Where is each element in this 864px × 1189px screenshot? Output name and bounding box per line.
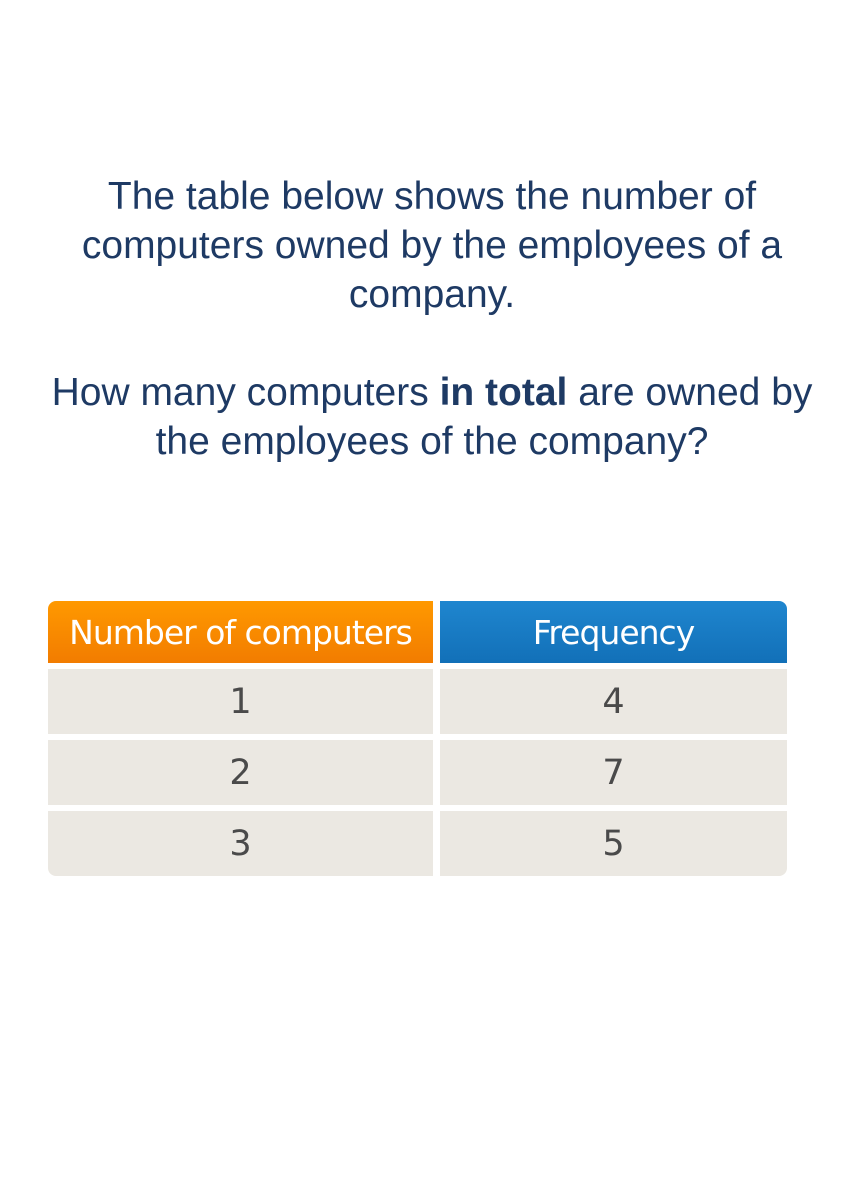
cell-frequency: 7 (440, 740, 787, 805)
cell-computers: 1 (48, 669, 433, 734)
question-line-2: the employees of the company? (155, 420, 709, 463)
intro-line-1: The table below shows the number of (107, 175, 757, 218)
cell-frequency: 4 (440, 669, 787, 734)
cell-computers: 2 (48, 740, 433, 805)
intro-line-3: company. (348, 273, 516, 316)
question-emphasis: in total (439, 371, 568, 414)
intro-line-2: computers owned by the employees of a (81, 224, 783, 267)
question-text-start: How many computers (51, 371, 440, 414)
question-text (0, 368, 864, 466)
question-text-end: are owned by (567, 371, 813, 414)
table-row (48, 669, 787, 734)
cell-computers: 3 (48, 811, 433, 876)
table-row (48, 811, 787, 876)
question-line-1 (0, 368, 864, 417)
table-header-row (48, 601, 787, 663)
intro-text (0, 172, 864, 319)
cell-frequency: 5 (440, 811, 787, 876)
frequency-table (48, 601, 787, 882)
header-frequency: Frequency (440, 601, 787, 663)
header-number-of-computers: Number of computers (48, 601, 433, 663)
table-row (48, 740, 787, 805)
